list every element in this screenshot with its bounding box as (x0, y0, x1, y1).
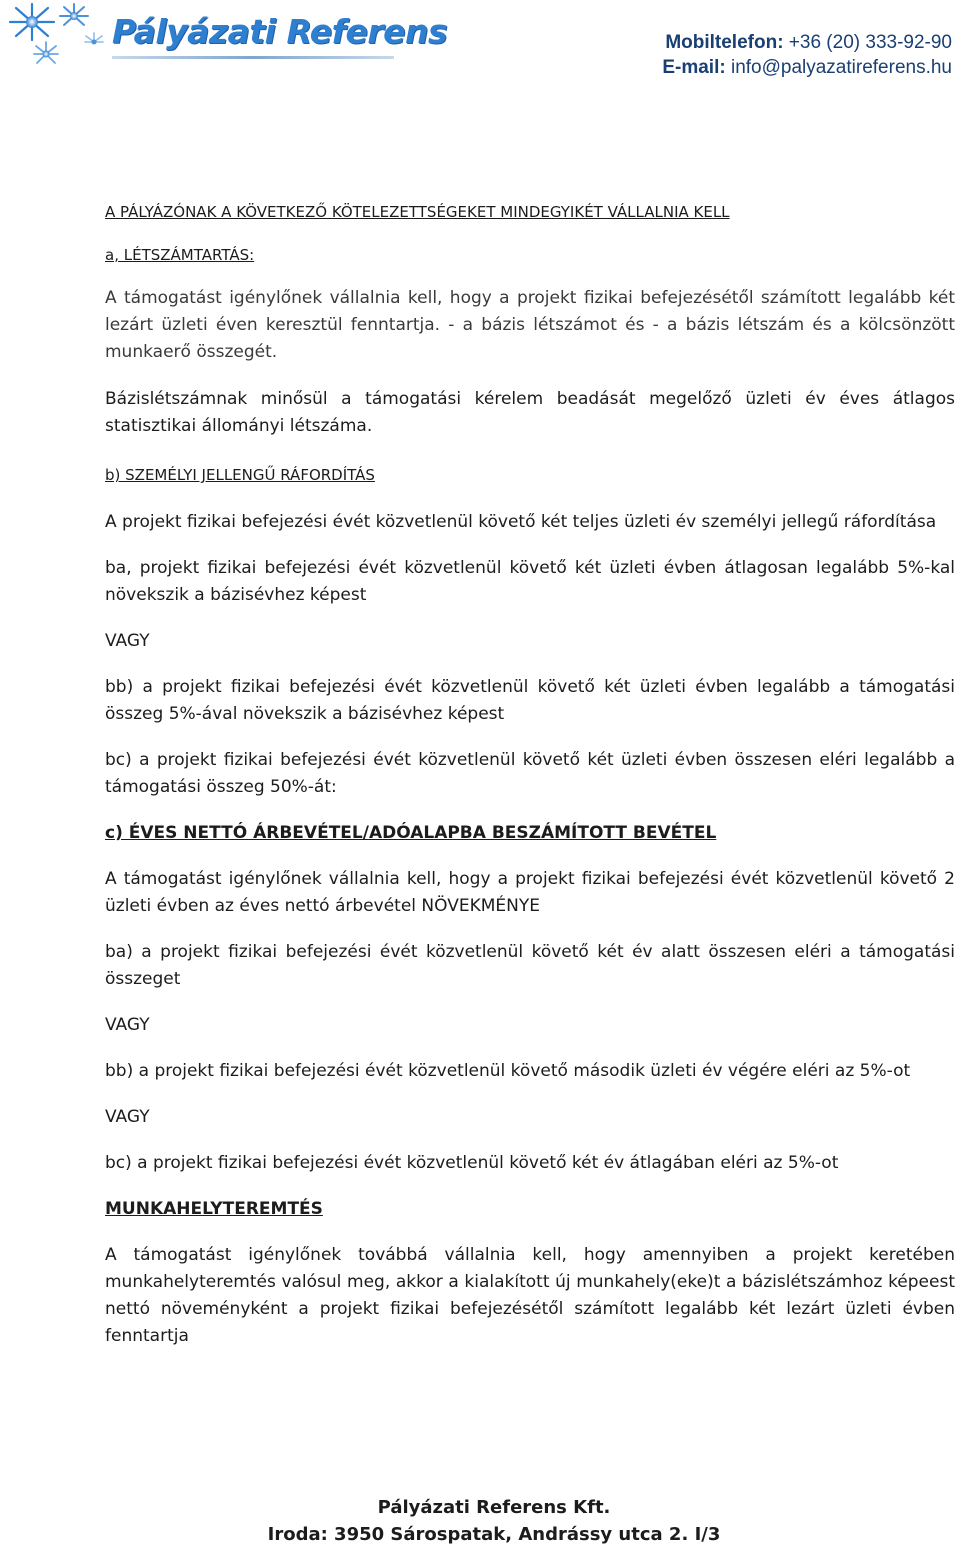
section-c-item-bb: bb) a projekt fizikai befejezési évét közvetlenül követő második üzleti év végére eléri az 5%-ot (105, 1061, 911, 1081)
phone-line (662, 30, 952, 55)
section-b-or-1: VAGY (105, 631, 150, 651)
contact-info (662, 30, 952, 80)
section-c-item-bc: bc) a projekt fizikai befejezési évét közvetlenül követő két év átlagában eléri az 5%-ot (105, 1153, 839, 1173)
section-c-item-ba: ba) a projekt fizikai befejezési évét közvetlenül követő két év alatt összesen eléri a támogatási összeget (105, 942, 955, 989)
page-footer (0, 1494, 960, 1548)
section-b-paragraph-1: A projekt fizikai befejezési évét közvetlenül követő két teljes üzleti év személyi jellegű ráfordítása (105, 512, 937, 532)
section-a-paragraph-2: Bázislétszámnak minősül a támogatási kérelem beadását megelőző üzleti év éves átlagos statisztikai állományi létszáma. (105, 389, 955, 436)
section-c-paragraph-1: A támogatást igénylőnek vállalnia kell, hogy a projekt fizikai befejezési évét közvetlenül követő 2 üzleti évben az éves nettó árbevétel NÖVEKMÉNYE (105, 869, 955, 916)
email-label: E-mail: (662, 57, 726, 78)
document-title: A PÁLYÁZÓNAK A KÖVETKEZŐ KÖTELEZETTSÉGEKET MINDEGYIKÉT VÁLLALNIA KELL (105, 203, 730, 221)
section-b-item-bb: bb) a projekt fizikai befejezési évét közvetlenül követő két üzleti évben legalább a támogatási összeg 5%-ával növekszik a bázisévhez képest (105, 677, 955, 724)
footer-company: Pályázati Referens Kft. (377, 1497, 611, 1518)
phone-value[interactable]: +36 (20) 333-92-90 (788, 32, 952, 53)
section-a-paragraph-1: A támogatást igénylőnek vállalnia kell, hogy a projekt fizikai befejezésétől számított legalább két lezárt üzleti éven keresztül fenntartja. - a bázis létszámot és - a bázis létszám és a kölcsönzött munkaerő összegét. (105, 288, 955, 362)
footer-address: Iroda: 3950 Sárospatak, Andrássy utca 2. I/3 (267, 1524, 721, 1545)
email-value[interactable]: info@palyazatireferens.hu (730, 57, 952, 78)
section-c-or-1: VAGY (105, 1015, 150, 1035)
section-c-or-2: VAGY (105, 1107, 150, 1127)
email-line (662, 55, 952, 80)
section-a-heading: a, LÉTSZÁMTARTÁS: (105, 246, 255, 264)
section-d-heading: MUNKAHELYTEREMTÉS (105, 1199, 323, 1219)
company-logo (6, 2, 448, 74)
section-b-item-ba: ba, projekt fizikai befejezési évét közvetlenül követő két üzleti évben átlagosan legalább 5%-kal növekszik a bázisévhez képest (105, 558, 955, 605)
section-c-heading: c) ÉVES NETTÓ ÁRBEVÉTEL/ADÓALAPBA BESZÁMÍTOTT BEVÉTEL (105, 823, 717, 843)
logo-text: Pályázati Referens (112, 12, 448, 51)
section-b-heading: b) SZEMÉLYI JELLENGŰ RÁFORDÍTÁS (105, 466, 375, 484)
logo-bursts-icon (6, 2, 114, 74)
section-d-paragraph-1: A támogatást igénylőnek továbbá vállalnia kell, hogy amennyiben a projekt keretében munkahelyteremtés valósul meg, akkor a kialakított új munkahely(eke)t a bázislétszámhoz képeest nettó növeményként a projekt fizikai befejezésétől számított legalább két lezárt üzleti évben fenntartja (105, 1245, 955, 1346)
logo-underline (112, 56, 394, 59)
phone-label: Mobiltelefon: (665, 32, 784, 53)
section-b-item-bc: bc) a projekt fizikai befejezési évét közvetlenül követő két üzleti évben összesen eléri legalább a támogatási összeg 50%-át: (105, 750, 955, 797)
document-body (105, 199, 955, 1350)
